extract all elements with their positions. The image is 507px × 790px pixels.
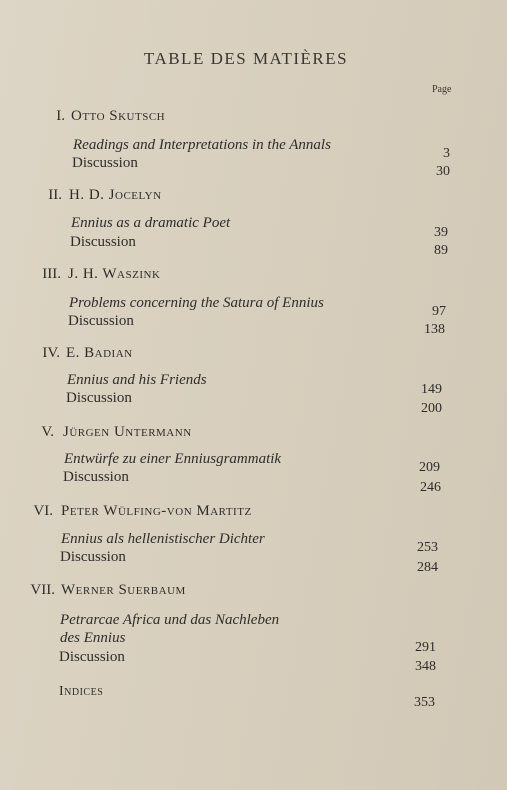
entry-title: Ennius as a dramatic Poet (71, 215, 231, 231)
entry-page: 149 (421, 382, 442, 397)
entry-discussion-page: 200 (421, 401, 442, 416)
entry-numeral: VII. (30, 582, 55, 598)
entry-author: Werner Suerbaum (61, 582, 186, 598)
entry-discussion: Discussion (63, 469, 129, 485)
entry-discussion: Discussion (59, 649, 125, 665)
entry-numeral: V. (41, 424, 54, 440)
entry-author: J. H. Waszink (68, 266, 161, 282)
entry-numeral: II. (48, 187, 62, 203)
entry-author: Otto Skutsch (71, 108, 166, 124)
entry-page: 39 (434, 225, 448, 240)
entry-discussion: Discussion (70, 234, 136, 250)
entry-title: Ennius als hellenistischer Dichter (61, 531, 265, 547)
entry-discussion-page: 138 (424, 322, 445, 337)
entry-title: Readings and Interpretations in the Annals (73, 137, 331, 153)
entry-title: Entwürfe zu einer Enniusgrammatik (64, 451, 282, 467)
entry-discussion: Discussion (68, 313, 134, 329)
entry-page: 3 (443, 146, 450, 161)
entry-page: 97 (432, 304, 446, 319)
entry-discussion-page: 348 (415, 659, 436, 674)
entry-numeral: III. (42, 266, 61, 282)
entry-title-continued: des Ennius (60, 630, 126, 646)
entry-author: Peter Wülfing-von Martitz (61, 503, 252, 519)
entry-page: 253 (417, 540, 438, 555)
entry-discussion-page: 89 (434, 243, 448, 258)
entry-author: E. Badian (66, 345, 133, 361)
entry-numeral: I. (56, 108, 65, 124)
entry-author: Jürgen Untermann (63, 424, 192, 440)
entry-numeral: VI. (33, 503, 53, 519)
entry-author: H. D. Jocelyn (69, 187, 162, 203)
entry-discussion-page: 284 (417, 560, 438, 575)
indices-label: Indices (59, 684, 104, 699)
entry-page: 291 (415, 640, 436, 655)
entry-discussion-page: 246 (420, 480, 441, 495)
indices-page: 353 (414, 695, 435, 710)
page-column-header: Page (432, 84, 452, 95)
entry-discussion: Discussion (66, 390, 132, 406)
entry-title: Ennius and his Friends (67, 372, 207, 388)
entry-discussion: Discussion (72, 155, 138, 171)
page-title: TABLE DES MATIÈRES (143, 49, 349, 68)
entry-discussion: Discussion (60, 549, 126, 565)
entry-title: Problems concerning the Satura of Ennius (69, 295, 324, 311)
entry-title: Petrarcae Africa und das Nachleben (60, 612, 280, 628)
entry-discussion-page: 30 (436, 164, 450, 179)
entry-page: 209 (419, 460, 440, 475)
entry-numeral: IV. (42, 345, 60, 361)
